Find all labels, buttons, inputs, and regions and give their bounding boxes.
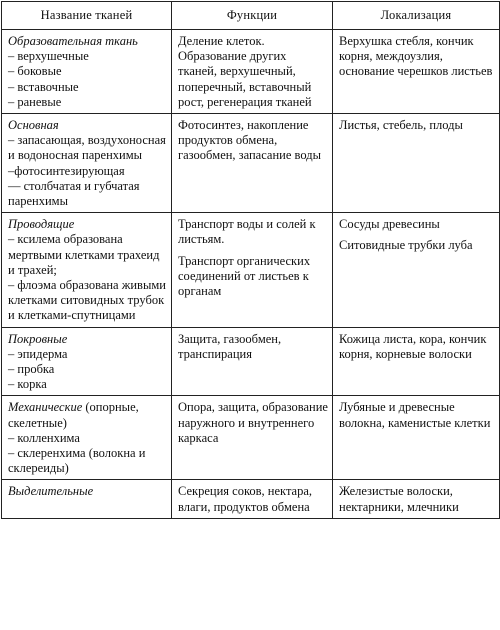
tissue-heading	[8, 332, 167, 347]
tissue-subtype: – флоэма образована живыми клетками ситовидных трубок и клетками-спутницами	[8, 278, 166, 323]
tissue-subtype: – колленхима	[8, 430, 80, 445]
tissue-name-cell	[2, 30, 172, 114]
function-text: Транспорт воды и солей к листьям.	[178, 217, 316, 247]
localization-text: Железистые волоски, нектарники, млечники	[339, 484, 459, 514]
localization-text: Кожица листа, кора, кончик корня, корневые волоски	[339, 331, 487, 361]
tissue-name-cell	[2, 396, 172, 480]
tissue-heading	[8, 34, 167, 49]
function-text: Защита, газообмен, транспирация	[178, 331, 282, 361]
table-row	[2, 396, 500, 480]
tissue-subtype: – вставочные	[8, 79, 79, 94]
header-tissue-name: Название тканей	[2, 2, 172, 30]
tissue-subtype: – склеренхима (волокна и склереиды)	[8, 446, 146, 476]
tissue-subtype: – верхушечные	[8, 49, 89, 64]
tissue-subtype: – корка	[8, 377, 47, 392]
function-text: Секреция соков, нектара, влаги, продуктов обмена	[178, 484, 313, 514]
function-text: Опора, защита, образование наружного и внутреннего каркаса	[178, 400, 328, 445]
localization-text: Ситовидные трубки луба	[339, 238, 473, 253]
tissue-name: Механические	[8, 400, 83, 415]
localization-text: Сосуды древесины	[339, 217, 440, 232]
function-text: Транспорт органических соединений от листьев к органам	[178, 253, 311, 299]
localization-cell	[333, 327, 500, 396]
table-row	[2, 213, 500, 327]
tissue-name-cell	[2, 480, 172, 518]
function-text: Деление клеток. Образование других тканей, верхушечный, поперечный, вставочный рост, регенерация тканей	[178, 34, 312, 109]
table-row	[2, 327, 500, 396]
functions-cell	[172, 396, 333, 480]
localization-text: Лубяные и древесные волокна, каменистые клетки	[339, 400, 491, 430]
localization-text: Верхушка стебля, кончик корня, междоузлия, основание черешков листьев	[339, 34, 493, 79]
tissue-heading	[8, 484, 167, 499]
table-row	[2, 480, 500, 518]
tissue-name: Покровные	[8, 331, 68, 346]
tissue-subtype: – эпидерма	[8, 346, 68, 361]
tissue-subtype: – ксилема образована мертвыми клетками трахеид и трахей;	[8, 232, 160, 277]
tissue-heading	[8, 118, 167, 133]
table-row	[2, 30, 500, 114]
tissue-name-suffix: (опорные, скелетные)	[8, 400, 139, 430]
localization-cell	[333, 396, 500, 480]
tissue-subtype: — столбчатая и губчатая паренхимы	[8, 178, 140, 209]
functions-cell	[172, 30, 333, 114]
tissue-name-cell	[2, 213, 172, 327]
tissue-name: Основная	[8, 118, 59, 133]
function-text: Фотосинтез, накопление продуктов обмена, газообмен, запасание воды	[178, 118, 321, 163]
tissue-subtype: – боковые	[8, 64, 62, 79]
tissue-subtype: – раневые	[8, 94, 62, 109]
header-localization: Локализация	[333, 2, 500, 30]
header-row	[2, 2, 500, 30]
tissue-name-cell	[2, 114, 172, 213]
localization-cell	[333, 480, 500, 518]
localization-cell	[333, 213, 500, 327]
localization-cell	[333, 30, 500, 114]
functions-cell	[172, 480, 333, 518]
header-functions: Функции	[172, 2, 333, 30]
localization-text: Листья, стебель, плоды	[339, 118, 463, 133]
tissue-name: Выделительные	[8, 484, 94, 499]
localization-cell	[333, 114, 500, 213]
tissue-name-cell	[2, 327, 172, 396]
tissue-name: Образовательная ткань	[8, 34, 138, 48]
table-row	[2, 114, 500, 213]
functions-cell	[172, 327, 333, 396]
functions-cell	[172, 213, 333, 327]
functions-cell	[172, 114, 333, 213]
tissue-heading	[8, 217, 167, 232]
tissue-subtype: – пробка	[8, 362, 55, 377]
tissue-subtype: – запасающая, воздухоносная и водоносная паренхимы	[8, 133, 166, 163]
tissue-subtype: –фотосинтезирующая	[8, 163, 125, 178]
tissue-heading	[8, 400, 167, 430]
tissue-name: Проводящие	[8, 217, 75, 232]
tissues-table	[1, 1, 500, 519]
